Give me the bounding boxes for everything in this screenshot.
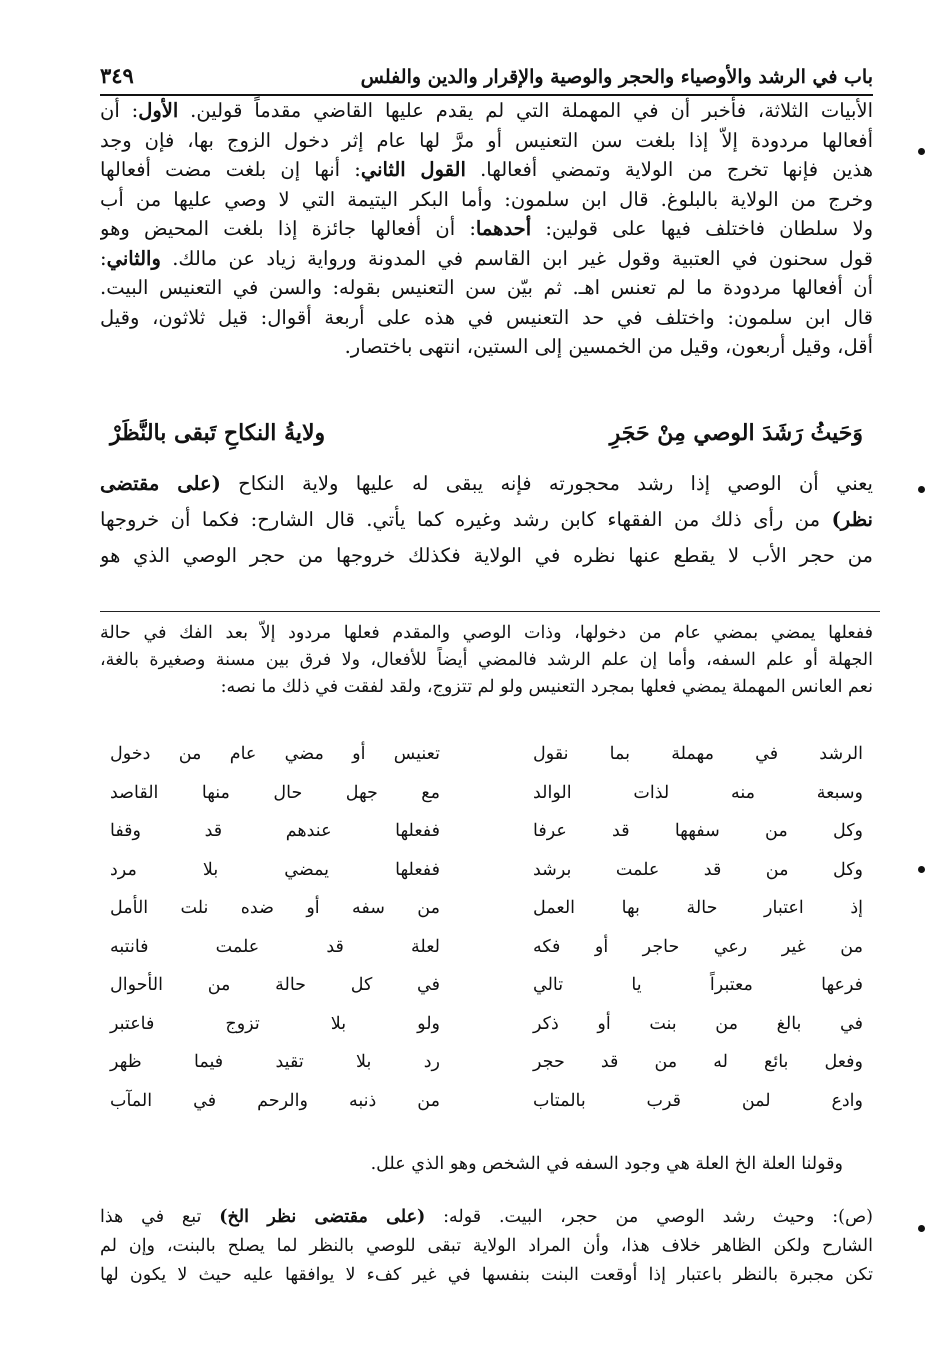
footnote-commentary: [100, 1203, 873, 1290]
poem-second-hemistich: من ذنبه والرحم في المآب: [110, 1090, 440, 1111]
poem-verse: [110, 851, 863, 890]
footnote-line: ففعلها يمضي بمضي عام من دخولها، وذات الوصي والمقدم فعلها مردود إلاّ بعد الفك في حالة: [100, 623, 873, 643]
poem-second-hemistich: ففعلها يمضي بلا مرد: [110, 859, 440, 880]
poem-second-hemistich: ففعلها عندهم قد وقفا: [110, 821, 440, 842]
poem-first-hemistich: وادع لمن قرب بالمتاب: [533, 1090, 863, 1111]
text-line: أن أفعالها مردودة ما لم تعنس اهـ. ثم بيّن سن التعنيس بقوله: والسن في التعنيس البيت.: [100, 276, 873, 299]
poem-verse: [110, 966, 863, 1005]
text-line: الأبيات الثلاثة، فأخبر أن في المهملة التي لم يقدم عليها القاضي مقدماً قولين. الأول: أن: [100, 99, 873, 122]
poem-verse: [110, 1082, 863, 1121]
poem: [110, 735, 863, 1120]
page-header: [100, 48, 873, 96]
verse-first-hemistich: وَحَيثُ رَشَدَ الوصي مِنْ حَجَرِ: [609, 420, 863, 446]
poem-first-hemistich: فرعها معتبراً يا تالي: [533, 975, 863, 996]
text-line: من حجر الأب لا يقطع عنها نظره في الولاية فكذلك خروجها من حجر الوصي الذي هو: [100, 544, 873, 567]
poem-verse: [110, 774, 863, 813]
text-line: يعني أن الوصي إذا رشد محجورته فإنه يبقى له عليها ولاية النكاح (على مقتضى: [100, 472, 873, 495]
poem-verse: [110, 1005, 863, 1044]
poem-first-hemistich: إذ اعتبار حالة بها العمل: [533, 898, 863, 919]
margin-dot: [918, 148, 925, 155]
poem-first-hemistich: في بالغ من بنت أو ذكر: [533, 1013, 863, 1034]
footnote-line: (ص): وحيث رشد الوصي من حجر، البيت. قوله: (على مقتضى نظر الخ) تبع في هذا: [100, 1207, 873, 1227]
poem-verse: [110, 889, 863, 928]
running-head: باب في الرشد والأوصياء والحجر والوصية والإقرار والدين والفلس: [360, 66, 873, 88]
margin-dot: [918, 486, 925, 493]
poem-first-hemistich: من غير رعي حاجر أو فكه: [533, 936, 863, 957]
poem-second-hemistich: في كل حالة من الأحوال: [110, 975, 440, 996]
poem-verse: [110, 928, 863, 967]
text-line: نظر) من رأى ذلك من الفقهاء كابن رشد وغيره كما يأتي. قال الشارح: فكما أن خروجها: [100, 508, 873, 531]
footnote-text: [100, 620, 873, 701]
margin-dot: [918, 866, 925, 873]
footnote-divider: [100, 611, 880, 612]
poem-second-hemistich: رد بلا تقيد فيما ظهر: [110, 1052, 440, 1073]
verse-second-hemistich: ولايةُ النكاحِ تَبقى بالنَّظَرْ: [110, 420, 326, 446]
poem-second-hemistich: تعنيس أو مضي عام من دخول: [110, 744, 440, 765]
text-line: أفعالها مردودة إلاّ إذا بلغت سن التعنيس أو مرَّ لها عام إثر دخول الزوج بها، فإن وجد: [100, 128, 873, 152]
footnote-line: تكن مجبرة بالنظر باعتبار إذا أوقعت البنت بنفسها في غير كفء لا يوافقها عليه حيث لا يكون لها: [100, 1265, 873, 1285]
footnote-line: نعم العانس المهملة يمضي فعلها بمجرد التعنيس ولو لم تتزوج، ولقد لفقت في ذلك ما نصه:: [220, 677, 873, 697]
text-line: قال ابن سلمون: واختلف في حد التعنيس في هذه على أربعة أقوال: قيل ثلاثون، وقيل: [100, 305, 873, 329]
footnote-line: الجهلة أو علم السفه، وأما إن علم الرشد فالمضي أيضاً للأفعال، ولا فرق بين مسنة وصغيرة بالغة،: [100, 650, 873, 670]
footnote-line: الشارح ولكن الظاهر خلاف هذا، وأن المراد الولاية تبقى للوصي بالنظر لما يصلح بالبنت، وإن لم: [100, 1236, 873, 1256]
poem-first-hemistich: وفعل بائع له من قد حجر: [533, 1052, 863, 1073]
poem-verse: [110, 1043, 863, 1082]
main-text: [100, 96, 873, 362]
footnote-line: وقولنا العلة الخ العلة هي وجود السفه في الشخص وهو الذي علل.: [370, 1154, 843, 1174]
text-line: هذين فإنها تخرج من الولاية وتمضي أفعالها. القول الثاني: أنها إن بلغت مضت أفعالها: [100, 158, 873, 181]
poem-first-hemistich: وكل من سفهها قد عرفا: [533, 821, 863, 842]
poem-second-hemistich: من سفه أو ضده نلت الأمل: [110, 898, 440, 919]
poem-second-hemistich: لعلة قد علمت فانتبه: [110, 936, 440, 957]
margin-dot: [918, 1225, 925, 1232]
text-line: أقل، وقيل أربعون، وقيل من الخمسين إلى الستين، انتهى باختصار.: [344, 335, 873, 358]
text-line: قول سحنون في العتبية وقول غير ابن القاسم في المدونة ورواية زياد عن مالك. والثاني:: [100, 246, 873, 270]
poem-first-hemistich: وسبعة منه لذات الوالد: [533, 782, 863, 803]
poem-first-hemistich: الرشد في مهملة بما نقول: [533, 744, 863, 765]
poem-second-hemistich: ولو بلا تزوج فاعتبر: [110, 1013, 440, 1034]
poem-first-hemistich: وكل من قد علمت برشد: [533, 859, 863, 880]
commentary-text: [100, 466, 873, 574]
page-number: ٣٤٩: [100, 63, 134, 88]
verse-line: [110, 420, 863, 446]
text-line: ولا سلطان فاختلف فيها على قولين: أحدهما: أن أفعالها جائزة إذا بلغت المحيض وهو: [100, 217, 873, 240]
footnote-after-poem: [100, 1150, 873, 1178]
poem-second-hemistich: مع جهل حال منها القاصد: [110, 782, 440, 803]
poem-verse: [110, 735, 863, 774]
poem-verse: [110, 812, 863, 851]
text-line: وخرج من الولاية بالبلوغ. قال ابن سلمون: وأما البكر اليتيمة التي لا وصي عليها من أب: [100, 187, 873, 211]
